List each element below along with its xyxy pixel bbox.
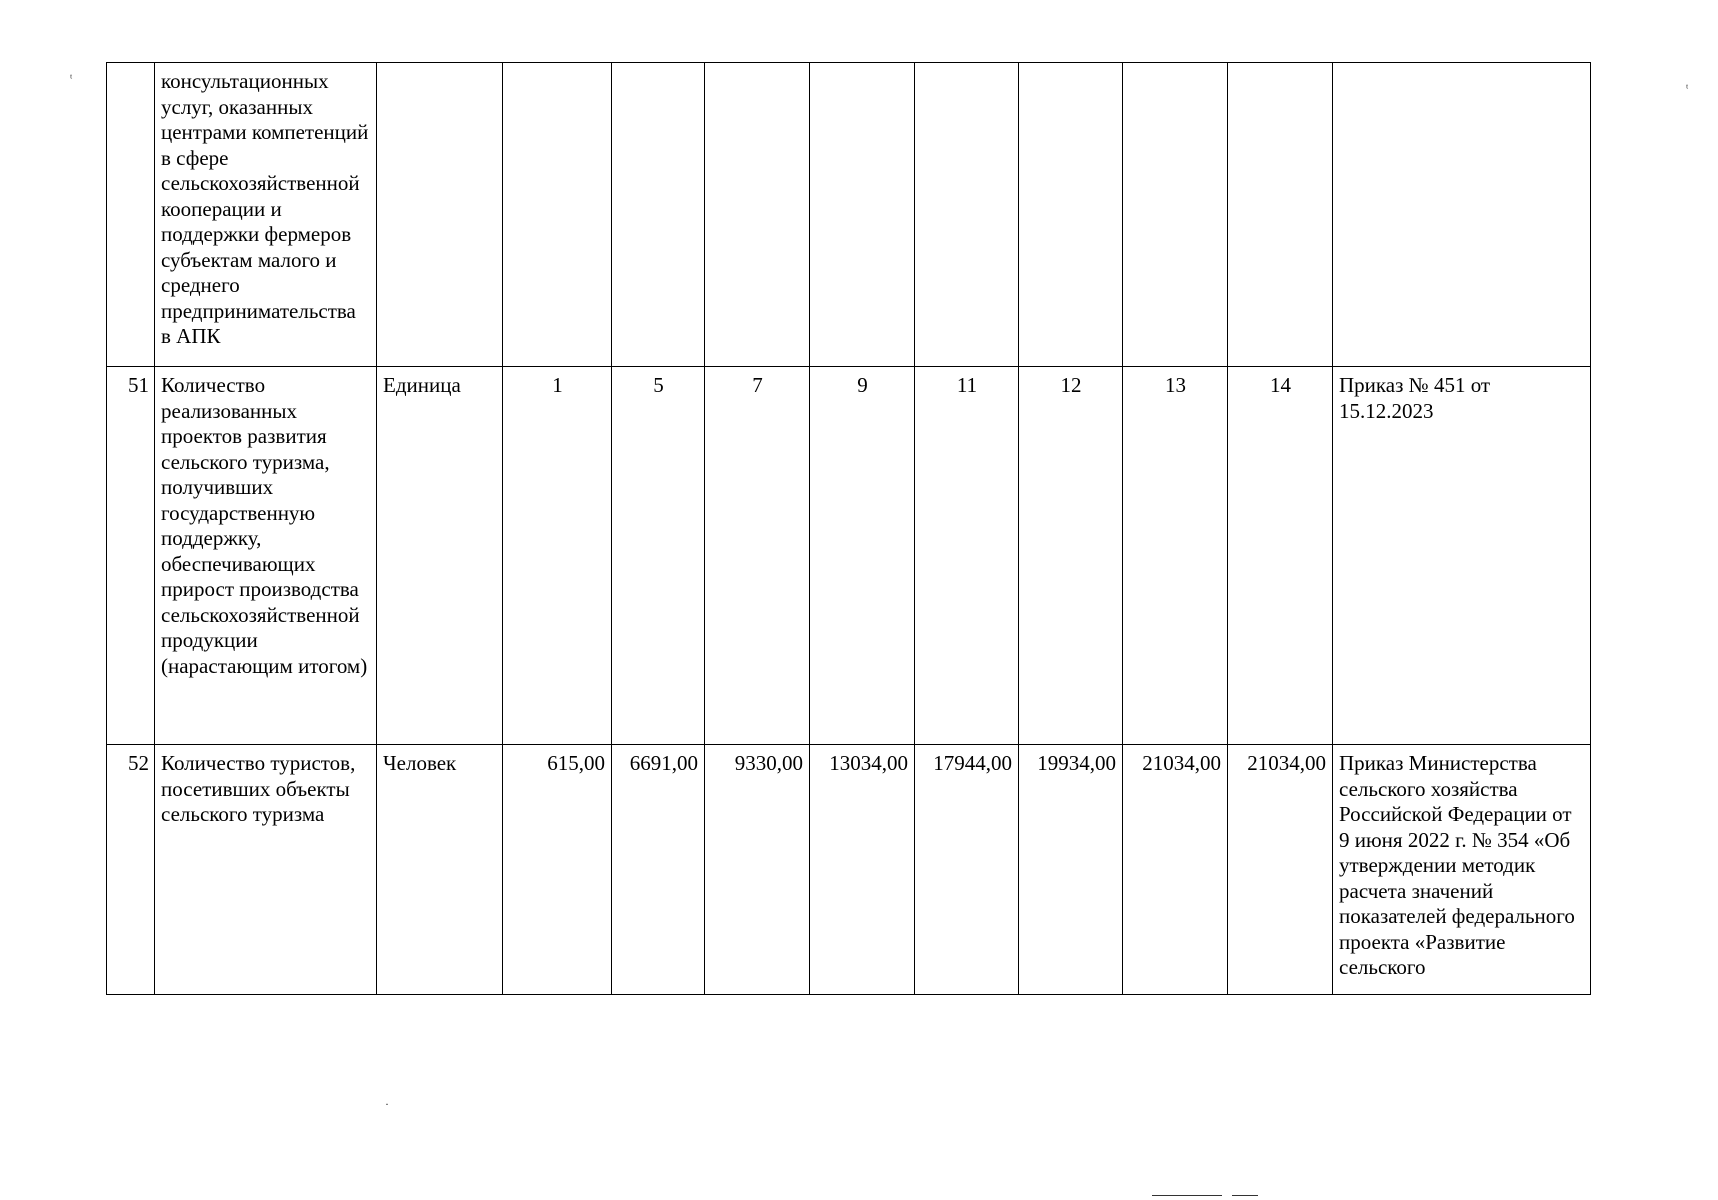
value-cell: 1	[503, 367, 612, 745]
document-reference: Приказ Министерства сельского хозяйства Российской Федерации от 9 июня 2022 г. № 354 «Об утверждении методик расчета значений показателей федерального проекта «Развитие сельского	[1333, 745, 1591, 995]
value-cell: 11	[915, 367, 1019, 745]
value-cell: 615,00	[503, 745, 612, 995]
row-number: 52	[107, 745, 155, 995]
row-number	[107, 63, 155, 367]
document-reference: Приказ № 451 от 15.12.2023	[1333, 367, 1591, 745]
value-cell: 21034,00	[1123, 745, 1228, 995]
indicator-name: консультационных услуг, оказанных центрами компетенций в сфере сельскохозяйственной кооперации и поддержки фермеров субъектам малого и среднего предпринимательства в АПК	[155, 63, 377, 367]
value-cell: 13034,00	[810, 745, 915, 995]
indicator-name: Количество туристов, посетивших объекты сельского туризма	[155, 745, 377, 995]
value-cell	[1123, 63, 1228, 367]
value-cell: 9330,00	[705, 745, 810, 995]
indicators-table	[106, 62, 1591, 995]
indicator-name: Количество реализованных проектов развития сельского туризма, получивших государственную поддержку, обеспечивающих прирост производства сельскохозяйственной продукции (нарастающим итогом)	[155, 367, 377, 745]
value-cell: 21034,00	[1228, 745, 1333, 995]
table-row	[107, 63, 1591, 367]
value-cell	[705, 63, 810, 367]
value-cell: 14	[1228, 367, 1333, 745]
value-cell	[1228, 63, 1333, 367]
value-cell: 13	[1123, 367, 1228, 745]
scan-line	[1152, 1195, 1222, 1196]
value-cell	[1019, 63, 1123, 367]
value-cell: 19934,00	[1019, 745, 1123, 995]
scan-speck: ·	[385, 1097, 389, 1111]
scan-speck: ᵗ	[1686, 81, 1689, 95]
document-reference	[1333, 63, 1591, 367]
table-row	[107, 367, 1591, 745]
value-cell: 17944,00	[915, 745, 1019, 995]
value-cell	[915, 63, 1019, 367]
table-row	[107, 745, 1591, 995]
value-cell: 9	[810, 367, 915, 745]
value-cell: 7	[705, 367, 810, 745]
unit-cell: Единица	[377, 367, 503, 745]
value-cell	[810, 63, 915, 367]
scan-line	[1232, 1195, 1258, 1196]
value-cell	[612, 63, 705, 367]
value-cell: 6691,00	[612, 745, 705, 995]
value-cell	[503, 63, 612, 367]
unit-cell	[377, 63, 503, 367]
row-number: 51	[107, 367, 155, 745]
value-cell: 12	[1019, 367, 1123, 745]
unit-cell: Человек	[377, 745, 503, 995]
scan-speck: ᵗ	[70, 71, 73, 85]
value-cell: 5	[612, 367, 705, 745]
